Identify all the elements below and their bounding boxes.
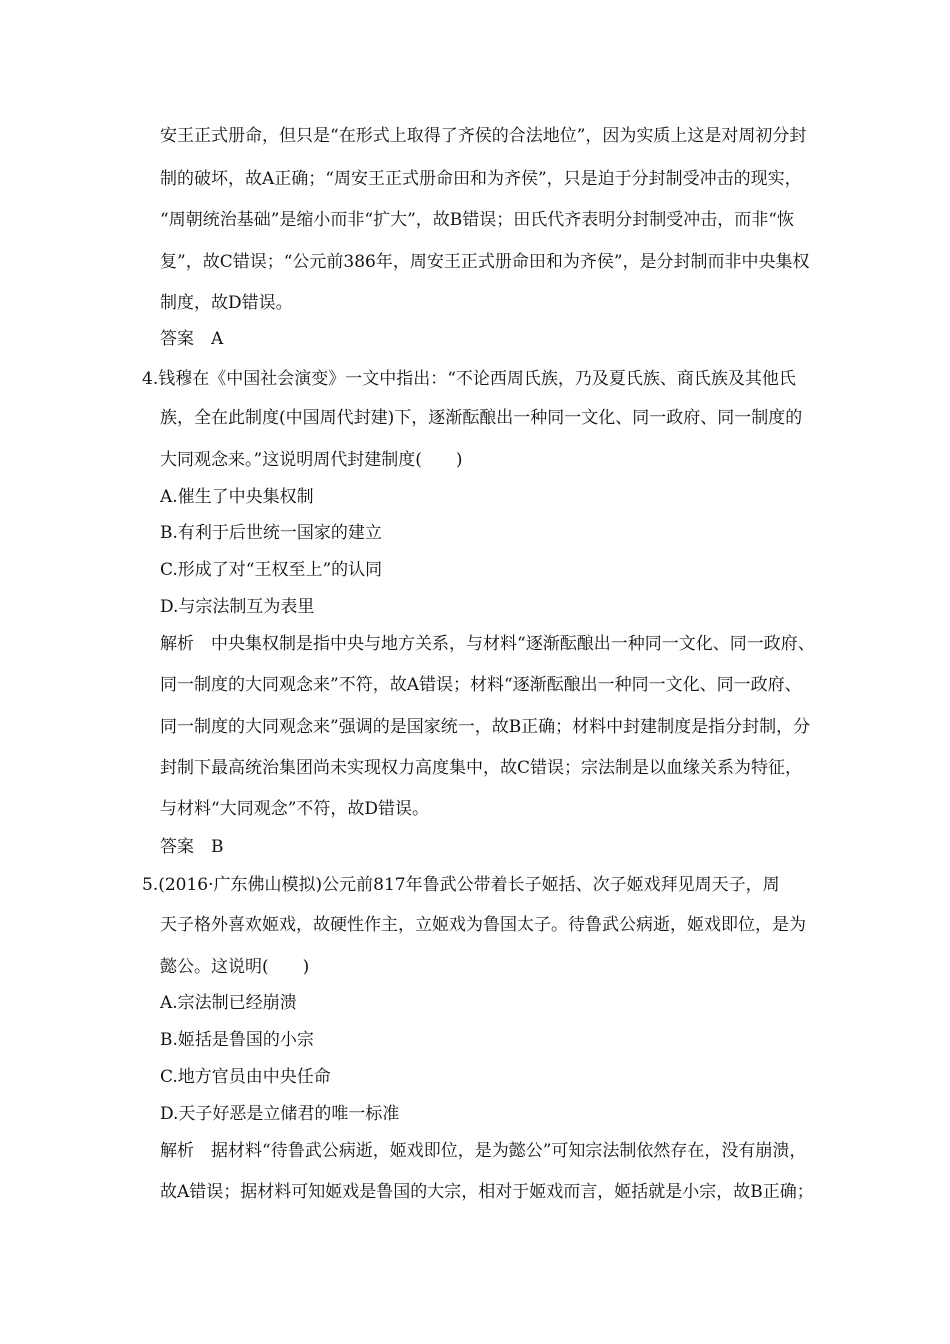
q4-analysis-line: 同一制度的大同观念来”不符，故A错误；材料“逐渐酝酿出一种同一文化、同一政府、 bbox=[160, 675, 802, 695]
q5-option-a: A.宗法制已经崩溃 bbox=[160, 993, 297, 1013]
q3-answer: 答案 A bbox=[160, 329, 224, 349]
q3-analysis-line: 制的破坏，故A正确；“周安王正式册命田和为齐侯”，只是迫于分封制受冲击的现实， bbox=[160, 169, 802, 189]
q5-option-b: B.姬括是鲁国的小宗 bbox=[160, 1030, 314, 1050]
q4-stem-line: 4.钱穆在《中国社会演变》一文中指出：“不论西周氏族，乃及夏氏族、商氏族及其他氏 bbox=[142, 369, 796, 389]
q3-analysis-line: 复”，故C错误；“公元前386年，周安王正式册命田和为齐侯”，是分封制而非中央集权 bbox=[160, 252, 810, 272]
q5-stem-line: 懿公。这说明( ) bbox=[160, 957, 310, 977]
q4-option-d: D.与宗法制互为表里 bbox=[160, 597, 315, 617]
q4-analysis-line: 同一制度的大同观念来”强调的是国家统一，故B正确；材料中封建制度是指分封制，分 bbox=[160, 717, 811, 737]
q4-answer: 答案 B bbox=[160, 837, 224, 857]
q3-analysis-line: 制度，故D错误。 bbox=[160, 293, 293, 313]
q4-analysis-line: 解析 中央集权制是指中央与地方关系，与材料“逐渐酝酿出一种同一文化、同一政府、 bbox=[160, 634, 815, 654]
q4-analysis-line: 与材料“大同观念”不符，故D错误。 bbox=[160, 799, 430, 819]
q5-analysis-line: 故A错误；据材料可知姬戏是鲁国的大宗，相对于姬戏而言，姬括就是小宗，故B正确； bbox=[160, 1182, 814, 1202]
q4-option-b: B.有利于后世统一国家的建立 bbox=[160, 523, 382, 543]
q5-stem-line: 天子格外喜欢姬戏，故硬性作主，立姬戏为鲁国太子。待鲁武公病逝，姬戏即位，是为 bbox=[160, 915, 806, 935]
q4-analysis-line: 封制下最高统治集团尚未实现权力高度集中，故C错误；宗法制是以血缘关系为特征， bbox=[160, 758, 803, 778]
q5-option-c: C.地方官员由中央任命 bbox=[160, 1067, 331, 1087]
q4-stem-line: 大同观念来。”这说明周代封建制度( ) bbox=[160, 450, 463, 470]
q3-analysis-line: 安王正式册命，但只是“在形式上取得了齐侯的合法地位”，因为实质上这是对周初分封 bbox=[160, 126, 807, 146]
q5-option-d: D.天子好恶是立储君的唯一标准 bbox=[160, 1104, 400, 1124]
q5-stem-line: 5.(2016·广东佛山模拟)公元前817年鲁武公带着长子姬括、次子姬戏拜见周天子，周 bbox=[142, 875, 780, 895]
q4-option-a: A.催生了中央集权制 bbox=[160, 487, 314, 507]
q5-analysis-line: 解析 据材料“待鲁武公病逝，姬戏即位，是为懿公”可知宗法制依然存在，没有崩溃， bbox=[160, 1141, 807, 1161]
q4-stem-line: 族，全在此制度(中国周代封建)下，逐渐酝酿出一种同一文化、同一政府、同一制度的 bbox=[160, 408, 803, 428]
q3-analysis-line: “周朝统治基础”是缩小而非“扩大”，故B错误；田氏代齐表明分封制受冲击，而非“恢 bbox=[160, 210, 794, 230]
q4-option-c: C.形成了对“王权至上”的认同 bbox=[160, 560, 383, 580]
